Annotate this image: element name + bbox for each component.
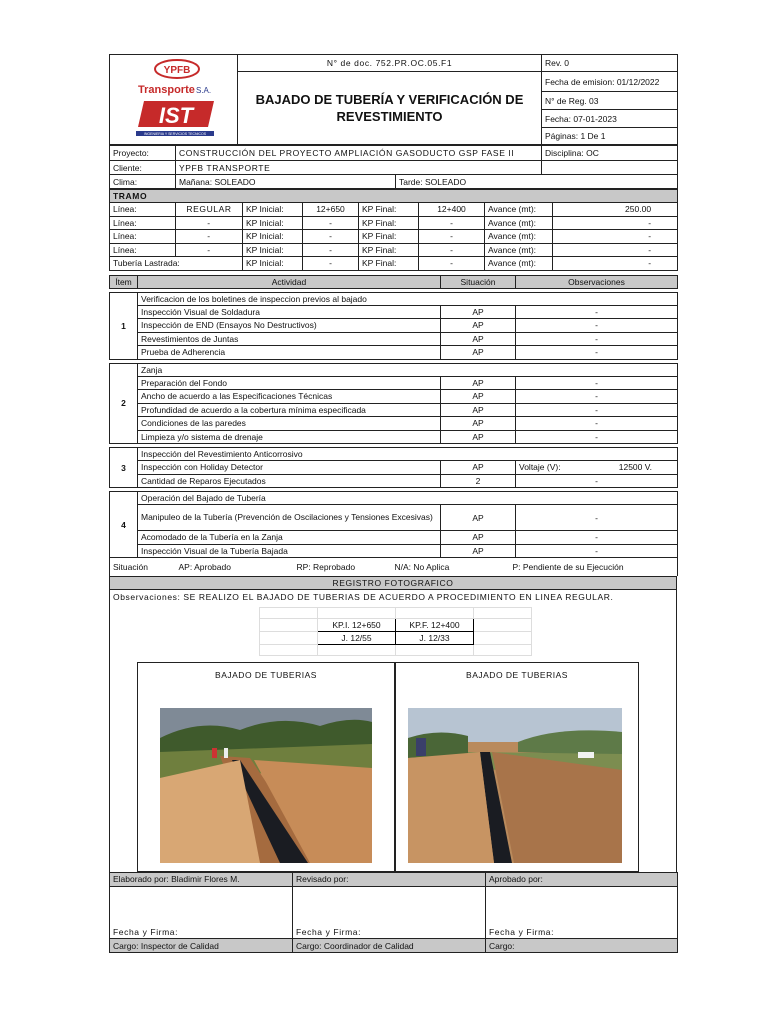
col-observaciones-header: Observaciones: [516, 275, 678, 288]
activity-group-header: [110, 292, 678, 305]
kp-inicial-cell: KP.I. 12+650: [318, 618, 396, 631]
voltaje-value: 12500 V.: [618, 462, 652, 473]
activity-observacion: -: [516, 430, 678, 444]
activity-row: [110, 544, 678, 558]
kp-inicial-value: -: [303, 243, 359, 257]
avance-label: Avance (mt):: [485, 216, 553, 230]
activity-name: Revestimientos de Juntas: [138, 332, 441, 346]
activity-situacion: AP: [441, 544, 516, 558]
activity-observacion: -: [516, 305, 678, 319]
paginas-cell: Páginas: 1 De 1: [542, 128, 678, 145]
photo-1-title: BAJADO DE TUBERIAS: [215, 669, 317, 680]
legend-label: Situación: [110, 558, 176, 576]
proyecto-label: Proyecto:: [110, 146, 176, 161]
clima-label: Clima:: [110, 175, 176, 189]
pipeline-photo-2: [408, 708, 622, 863]
activity-row: [110, 319, 678, 333]
tramo-row-label: Línea:: [110, 203, 176, 217]
activity-situacion: AP: [441, 346, 516, 360]
activity-situacion: 2: [441, 474, 516, 488]
activity-observacion: -: [516, 319, 678, 333]
activity-name: Inspección con Holiday Detector: [138, 461, 441, 475]
activity-group-title: Zanja: [138, 363, 678, 376]
logo-ist-text: IST: [158, 103, 194, 128]
kp-final-value: -: [419, 257, 485, 271]
activity-situacion: AP: [441, 430, 516, 444]
activity-name: Prueba de Adherencia: [138, 346, 441, 360]
tramo-row-tipo: -: [176, 216, 243, 230]
photo-2-title: BAJADO DE TUBERIAS: [466, 669, 568, 680]
avance-value: -: [553, 230, 678, 244]
photo-frame-2: [395, 662, 639, 872]
fecha-firma-1: Fecha y Firma:: [110, 923, 293, 939]
logo-transporte-text: Transporte: [138, 84, 195, 96]
kp-final-value: 12+400: [419, 203, 485, 217]
signature-space-1: [110, 886, 293, 923]
document-title: BAJADO DE TUBERÍA Y VERIFICACIÓN DE REVESTIMIENTO: [238, 72, 542, 145]
activity-observacion: -: [516, 544, 678, 558]
activity-situacion: AP: [441, 403, 516, 417]
activity-name: Inspección de END (Ensayos No Destructivos): [138, 319, 441, 333]
kp-inicial-label: KP Inicial:: [243, 243, 303, 257]
activity-group-number: 3: [110, 448, 138, 488]
proyecto-value: CONSTRUCCIÓN DEL PROYECTO AMPLIACIÓN GASODUCTO GSP FASE II: [176, 146, 542, 161]
activity-name: Manipuleo de la Tubería (Prevención de Oscilaciones y Tensiones Excesivas): [138, 505, 441, 531]
activity-row: [110, 430, 678, 444]
kp-final-label: KP Final:: [359, 203, 419, 217]
activity-row: [110, 474, 678, 488]
activity-name: Inspección Visual de la Tubería Bajada: [138, 544, 441, 558]
activity-row: [110, 461, 678, 475]
activity-situacion: AP: [441, 417, 516, 431]
tarde-value: Tarde: SOLEADO: [396, 175, 678, 189]
logo-cell: [110, 55, 238, 145]
activity-group-number: 1: [110, 292, 138, 359]
tramo-table: [109, 189, 678, 271]
tramo-row-label: Línea:: [110, 216, 176, 230]
rev-cell: Rev. 0: [542, 55, 678, 72]
cargo-3: Cargo:: [486, 939, 678, 953]
kp-inicial-label: KP Inicial:: [243, 257, 303, 271]
activity-observacion: -: [516, 332, 678, 346]
activity-group-header: [110, 363, 678, 376]
tramo-row-tipo: REGULAR: [176, 203, 243, 217]
aprobado-label: Aprobado por:: [486, 872, 678, 886]
activity-group-number: 4: [110, 492, 138, 558]
revisado-label: Revisado por:: [293, 872, 486, 886]
activity-observacion: -: [516, 376, 678, 390]
activity-name: Limpieza y/o sistema de drenaje: [138, 430, 441, 444]
signature-space-2: [293, 886, 486, 923]
avance-label: Avance (mt):: [485, 243, 553, 257]
registro-table: [109, 576, 677, 872]
cargo-2: Cargo: Coordinador de Calidad: [293, 939, 486, 953]
col-situacion-header: Situación: [441, 275, 516, 288]
activity-observacion: -: [516, 474, 678, 488]
kp-inicial-value: -: [303, 230, 359, 244]
logo-ypfb-text: YPFB: [163, 65, 191, 76]
kp-final-value: -: [419, 216, 485, 230]
activity-situacion: AP: [441, 332, 516, 346]
activity-row: [110, 403, 678, 417]
activity-situacion: AP: [441, 319, 516, 333]
activity-group-title: Operación del Bajado de Tubería: [138, 492, 678, 505]
logo-tagline-text: INGENIERIA Y SERVICIOS TECNICOS: [143, 132, 207, 136]
activity-row: [110, 505, 678, 531]
activity-group-title: Inspección del Revestimiento Anticorrosivo: [138, 448, 678, 461]
activities-table: [109, 275, 678, 559]
activity-row: [110, 531, 678, 545]
tramo-row: [110, 230, 678, 244]
kp-inicial-label: KP Inicial:: [243, 203, 303, 217]
tramo-row-label: Tubería Lastrada:: [110, 257, 243, 271]
activity-group-header: [110, 448, 678, 461]
legend-na: N/A: No Aplica: [394, 562, 450, 572]
signature-space-3: [486, 886, 678, 923]
disciplina-cell: Disciplina: OC: [542, 146, 678, 161]
avance-value: -: [553, 216, 678, 230]
activity-situacion: AP: [441, 531, 516, 545]
activity-name: Acomodado de la Tubería en la Zanja: [138, 531, 441, 545]
activity-row: [110, 376, 678, 390]
tramo-row: [110, 203, 678, 217]
activity-observacion: -: [516, 403, 678, 417]
company-logo: [110, 55, 238, 141]
activity-observacion: -: [516, 531, 678, 545]
activity-name: Inspección Visual de Soldadura: [138, 305, 441, 319]
legend-p: P: Pendiente de su Ejecución: [510, 558, 678, 576]
kp-inicial-value: -: [303, 216, 359, 230]
activity-observacion: -: [516, 505, 678, 531]
avance-label: Avance (mt):: [485, 230, 553, 244]
activity-group-number: 2: [110, 363, 138, 444]
kp-final-cell: KP.F. 12+400: [396, 618, 474, 631]
activity-situacion: AP: [441, 305, 516, 319]
activity-row: [110, 346, 678, 360]
nro-reg-cell: N° de Reg. 03: [542, 92, 678, 110]
j-final-cell: J. 12/33: [396, 631, 474, 644]
activity-group-header: [110, 492, 678, 505]
activity-situacion: AP: [441, 390, 516, 404]
tramo-row: [110, 257, 678, 271]
activity-row: [110, 305, 678, 319]
kp-final-label: KP Final:: [359, 257, 419, 271]
avance-value: -: [553, 257, 678, 271]
tramo-row-label: Línea:: [110, 243, 176, 257]
avance-value: 250.00: [553, 203, 678, 217]
tramo-header: TRAMO: [110, 190, 678, 203]
activity-row: [110, 417, 678, 431]
manana-value: Mañana: SOLEADO: [176, 175, 396, 189]
kp-final-value: -: [419, 230, 485, 244]
form-page: [109, 54, 677, 953]
activity-situacion: AP: [441, 376, 516, 390]
signatures-table: [109, 872, 678, 954]
kp-inicial-label: KP Inicial:: [243, 230, 303, 244]
activity-row: [110, 332, 678, 346]
j-inicial-cell: J. 12/55: [318, 631, 396, 644]
kp-inicial-label: KP Inicial:: [243, 216, 303, 230]
activity-row: [110, 390, 678, 404]
avance-label: Avance (mt):: [485, 203, 553, 217]
tramo-row: [110, 216, 678, 230]
photo-frame-1: [137, 662, 395, 872]
kp-inicial-value: -: [303, 257, 359, 271]
cargo-1: Cargo: Inspector de Calidad: [110, 939, 293, 953]
photo-area: [110, 604, 677, 872]
legend-ap: AP: Aprobado: [178, 562, 231, 572]
avance-label: Avance (mt):: [485, 257, 553, 271]
fecha-emision-cell: Fecha de emision: 01/12/2022: [542, 72, 678, 92]
activity-name: Condiciones de las paredes: [138, 417, 441, 431]
col-item-header: Ítem: [110, 275, 138, 288]
project-info-table: [109, 145, 678, 189]
avance-value: -: [553, 243, 678, 257]
activity-group-title: Verificacion de los boletines de inspeccion previos al bajado: [138, 292, 678, 305]
activity-observacion: [516, 461, 678, 475]
activity-situacion: AP: [441, 505, 516, 531]
header-table: [109, 54, 678, 145]
activity-name: Cantidad de Reparos Ejecutados: [138, 474, 441, 488]
tramo-row: [110, 243, 678, 257]
activity-observacion: -: [516, 417, 678, 431]
fecha-firma-3: Fecha y Firma:: [486, 923, 678, 939]
activity-situacion: AP: [441, 461, 516, 475]
tramo-row-tipo: -: [176, 243, 243, 257]
activity-observacion: -: [516, 390, 678, 404]
tramo-row-tipo: -: [176, 230, 243, 244]
observaciones-text: Observaciones: SE REALIZO EL BAJADO DE TUBERIAS DE ACUERDO A PROCEDIMIENTO EN LINEA REGULAR.: [110, 590, 677, 604]
doc-number: N° de doc. 752.PR.OC.05.F1: [238, 55, 542, 72]
registro-header: REGISTRO FOTOGRAFICO: [110, 577, 677, 590]
legend-rp: RP: Reprobado: [296, 562, 356, 572]
activity-name: Profundidad de acuerdo a la cobertura mínima especificada: [138, 403, 441, 417]
activity-observacion: -: [516, 346, 678, 360]
kp-final-value: -: [419, 243, 485, 257]
kp-final-label: KP Final:: [359, 216, 419, 230]
elaborado-label: Elaborado por: Bladimir Flores M.: [110, 872, 293, 886]
pipeline-photo-1: [160, 708, 372, 863]
cliente-label: Cliente:: [110, 161, 176, 175]
voltaje-label: Voltaje (V):: [519, 462, 561, 473]
fecha-firma-2: Fecha y Firma:: [293, 923, 486, 939]
logo-sa-text: S.A.: [196, 86, 212, 95]
legend-table: [109, 558, 678, 576]
kp-table: [259, 607, 532, 656]
col-actividad-header: Actividad: [138, 275, 441, 288]
cliente-empty: [542, 161, 678, 175]
kp-final-label: KP Final:: [359, 243, 419, 257]
activity-name: Preparación del Fondo: [138, 376, 441, 390]
tramo-row-label: Línea:: [110, 230, 176, 244]
kp-inicial-value: 12+650: [303, 203, 359, 217]
cliente-value: YPFB TRANSPORTE: [176, 161, 542, 175]
activity-name: Ancho de acuerdo a las Especificaciones Técnicas: [138, 390, 441, 404]
fecha-cell: Fecha: 07-01-2023: [542, 110, 678, 128]
kp-final-label: KP Final:: [359, 230, 419, 244]
